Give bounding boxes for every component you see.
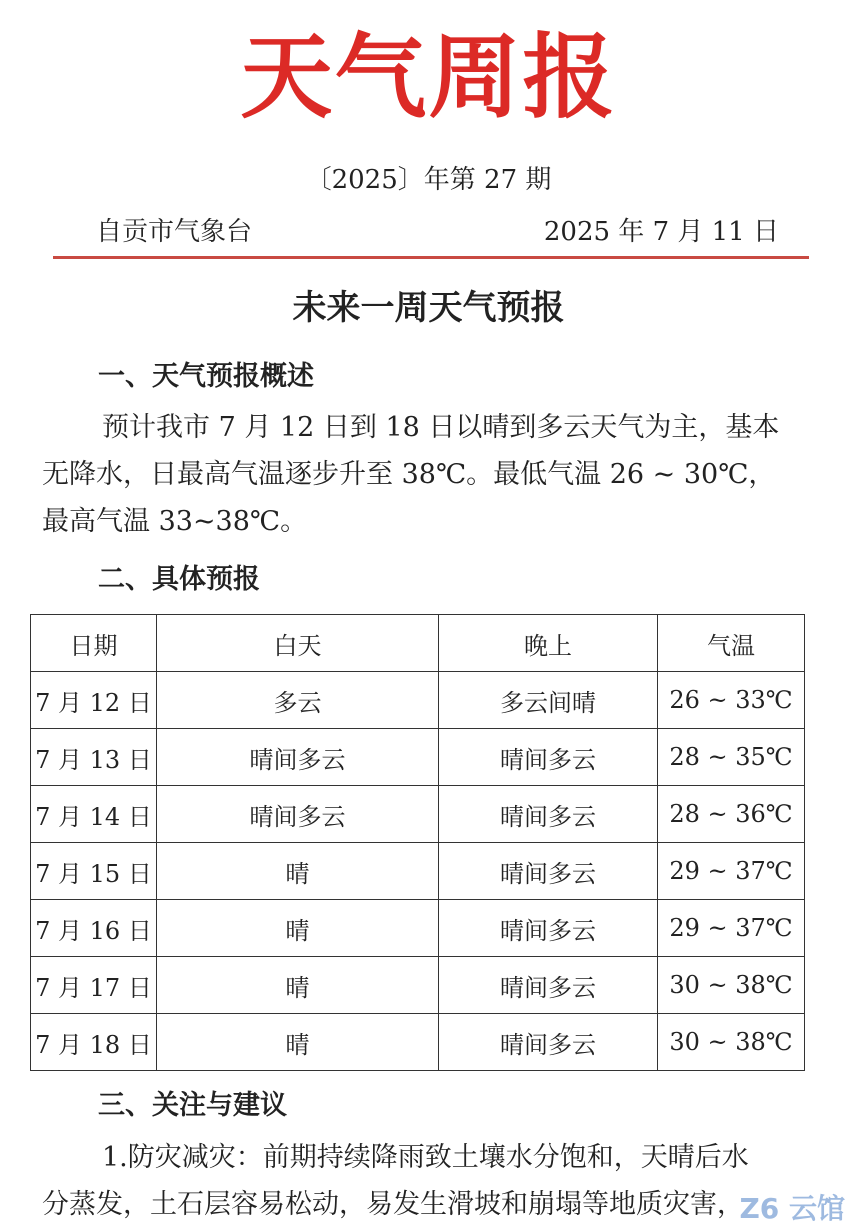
header-night: 晚上 xyxy=(439,615,658,672)
cell-date: 7 月 13 日 xyxy=(31,729,157,786)
cell-night: 晴间多云 xyxy=(439,1014,658,1071)
issuer: 自贡市气象台 xyxy=(96,217,253,247)
section-heading-advice: 三、关注与建议 xyxy=(98,1090,287,1121)
table-row xyxy=(31,672,805,729)
advice-paragraph xyxy=(42,1134,802,1228)
cell-date: 7 月 14 日 xyxy=(31,786,157,843)
cell-daytime: 多云 xyxy=(157,672,439,729)
cell-temperature: 29 ~ 37℃ xyxy=(658,900,805,957)
table-row xyxy=(31,729,805,786)
cell-daytime: 晴 xyxy=(157,1014,439,1071)
header-divider xyxy=(53,256,809,259)
header-temperature: 气温 xyxy=(658,615,805,672)
document-title: 未来一周天气预报 xyxy=(292,288,565,328)
issue-number: 〔2025〕年第 27 期 xyxy=(305,165,552,195)
table-row xyxy=(31,786,805,843)
section-heading-detail: 二、具体预报 xyxy=(98,564,260,595)
publish-date: 2025 年 7 月 11 日 xyxy=(543,217,779,247)
cell-night: 晴间多云 xyxy=(439,786,658,843)
masthead-title: 天气周报 xyxy=(240,23,617,131)
cell-date: 7 月 12 日 xyxy=(31,672,157,729)
cell-date: 7 月 15 日 xyxy=(31,843,157,900)
table-row xyxy=(31,900,805,957)
paragraph-line: 预计我市 7 月 12 日到 18 日以晴到多云天气为主，基本 xyxy=(102,412,780,443)
cell-temperature: 28 ~ 36℃ xyxy=(658,786,805,843)
header-daytime: 白天 xyxy=(157,615,439,672)
paragraph-line: 分蒸发，土石层容易松动，易发生滑坡和崩塌等地质灾害， xyxy=(42,1189,744,1220)
cell-temperature: 30 ~ 38℃ xyxy=(658,1014,805,1071)
cell-daytime: 晴 xyxy=(157,900,439,957)
cell-date: 7 月 16 日 xyxy=(31,900,157,957)
table-row xyxy=(31,1014,805,1071)
cell-daytime: 晴 xyxy=(157,843,439,900)
paragraph-line: 无降水，日最高气温逐步升至 38℃。最低气温 26 ~ 30℃， xyxy=(42,459,776,490)
cell-temperature: 30 ~ 38℃ xyxy=(658,957,805,1014)
table-row xyxy=(31,843,805,900)
cell-night: 多云间晴 xyxy=(439,672,658,729)
overview-paragraph xyxy=(42,404,802,545)
table-header-row xyxy=(31,615,805,672)
cell-date: 7 月 18 日 xyxy=(31,1014,157,1071)
cell-daytime: 晴 xyxy=(157,957,439,1014)
forecast-table xyxy=(30,614,805,1071)
cell-night: 晴间多云 xyxy=(439,900,658,957)
cell-daytime: 晴间多云 xyxy=(157,729,439,786)
cell-night: 晴间多云 xyxy=(439,843,658,900)
cell-night: 晴间多云 xyxy=(439,957,658,1014)
paragraph-line: 1.防灾减灾：前期持续降雨致土壤水分饱和，天晴后水 xyxy=(102,1142,749,1173)
paragraph-line: 最高气温 33~38℃。 xyxy=(42,506,308,537)
cell-temperature: 26 ~ 33℃ xyxy=(658,672,805,729)
header-date: 日期 xyxy=(31,615,157,672)
cell-temperature: 29 ~ 37℃ xyxy=(658,843,805,900)
cell-date: 7 月 17 日 xyxy=(31,957,157,1014)
cell-daytime: 晴间多云 xyxy=(157,786,439,843)
watermark-logo: Z6 云馆 xyxy=(739,1192,845,1225)
cell-night: 晴间多云 xyxy=(439,729,658,786)
cell-temperature: 28 ~ 35℃ xyxy=(658,729,805,786)
table-row xyxy=(31,957,805,1014)
section-heading-overview: 一、天气预报概述 xyxy=(98,361,314,392)
